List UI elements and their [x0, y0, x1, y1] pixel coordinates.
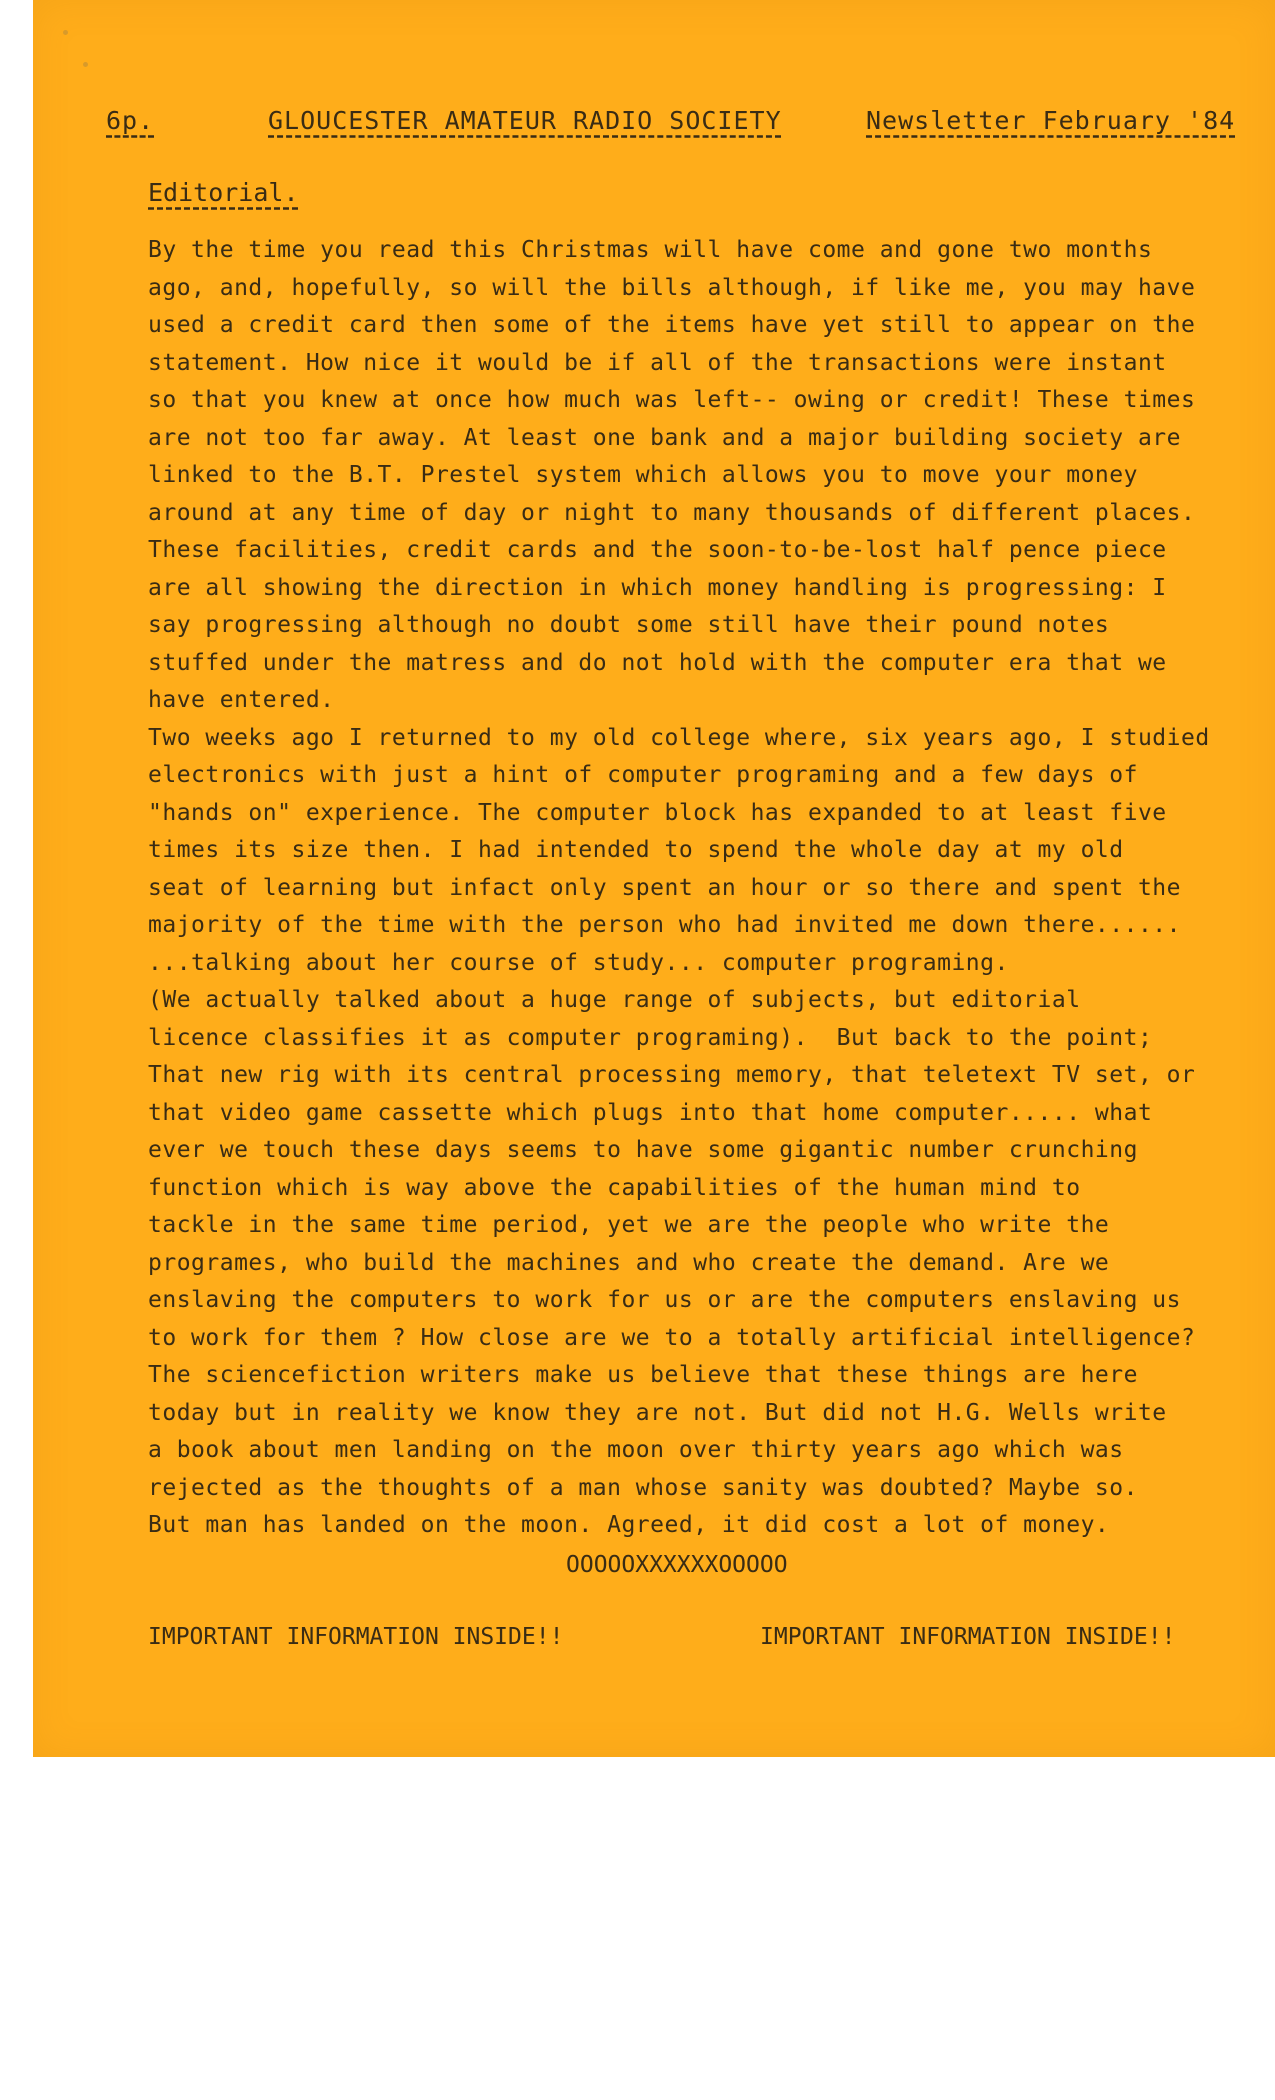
editorial-line: tackle in the same time period, yet we are the people who write the [148, 1212, 1110, 1238]
editorial-line: seat of learning but infact only spent an hour or so there and spent the [148, 874, 1181, 901]
editorial-line: ...talking about her course of study... computer programing. [148, 949, 1009, 976]
footer-notice-right: IMPORTANT INFORMATION INSIDE!! [760, 1624, 1176, 1650]
editorial-line: around at any time of day or night to many thousands of different places. [148, 499, 1196, 526]
editorial-line: to work for them ? How close are we to a totally artificial intelligence? [148, 1324, 1196, 1351]
editorial-line: say progressing although no doubt some still have their pound notes [148, 612, 1110, 638]
editorial-line: programes, who build the machines and who create the demand. Are we [148, 1249, 1110, 1276]
newsletter-issue-date: Newsletter February '84 [866, 106, 1236, 135]
editorial-line: ago, and, hopefully, so will the bills although, if like me, you may have [148, 274, 1196, 301]
editorial-line: enslaving the computers to work for us or are the computers enslaving us [148, 1287, 1181, 1313]
editorial-line: electronics with just a hint of computer programing and a few days of [148, 762, 1138, 788]
editorial-line: That new rig with its central processing memory, that teletext TV set, or [148, 1062, 1196, 1088]
section-separator: OOOOOXXXXXXOOOOO [566, 1552, 788, 1578]
editorial-line: a book about men landing on the moon over thirty years ago which was [148, 1437, 1124, 1463]
editorial-line: These facilities, credit cards and the soon-to-be-lost half pence piece [148, 537, 1167, 563]
editorial-line: today but in reality we know they are not. But did not H.G. Wells write [148, 1399, 1167, 1426]
editorial-line: "hands on" experience. The computer block has expanded to at least five [148, 799, 1167, 826]
editorial-line: By the time you read this Christmas will have come and gone two months [148, 237, 1153, 263]
editorial-line: statement. How nice it would be if all of the transactions were instant [148, 349, 1167, 376]
editorial-line: Two weeks ago I returned to my old college where, six years ago, I studied [148, 724, 1210, 751]
editorial-line: are not too far away. At least one bank and a major building society are [148, 424, 1181, 451]
editorial-line: are all showing the direction in which money handling is progressing: I [148, 574, 1167, 601]
footer-notice-left: IMPORTANT INFORMATION INSIDE!! [148, 1624, 564, 1650]
editorial-line: stuffed under the matress and do not hold with the computer era that we [148, 649, 1167, 676]
editorial-line: The sciencefiction writers make us believe that these things are here [148, 1362, 1138, 1388]
editorial-line: rejected as the thoughts of a man whose sanity was doubted? Maybe so. [148, 1474, 1138, 1501]
editorial-line: function which is way above the capabilities of the human mind to [148, 1174, 1081, 1201]
editorial-line: have entered. [148, 687, 335, 713]
society-name: GLOUCESTER AMATEUR RADIO SOCIETY [268, 106, 782, 135]
editorial-line: licence classifies it as computer programing). But back to the point; [148, 1024, 1153, 1051]
editorial-line: But man has landed on the moon. Agreed, it did cost a lot of money. [148, 1512, 1110, 1538]
paper-speck [83, 62, 88, 67]
editorial-line: (We actually talked about a huge range of subjects, but editorial [148, 987, 1081, 1013]
editorial-line: linked to the B.T. Prestel system which allows you to move your money [148, 462, 1138, 488]
editorial-line: times its size then. I had intended to spend the whole day at my old [148, 837, 1124, 863]
newsletter-price: 6p. [106, 106, 155, 135]
editorial-line: ever we touch these days seems to have some gigantic number crunching [148, 1137, 1138, 1163]
paper-speck [63, 30, 68, 35]
editorial-line: so that you knew at once how much was left-- owing or credit! These times [148, 387, 1196, 413]
editorial-line: used a credit card then some of the items have yet still to appear on the [148, 312, 1196, 338]
editorial-body [148, 232, 1210, 1545]
editorial-line: that video game cassette which plugs into that home computer..... what [148, 1099, 1153, 1126]
editorial-heading: Editorial. [148, 178, 299, 207]
editorial-line: majority of the time with the person who had invited me down there...... [148, 912, 1181, 938]
